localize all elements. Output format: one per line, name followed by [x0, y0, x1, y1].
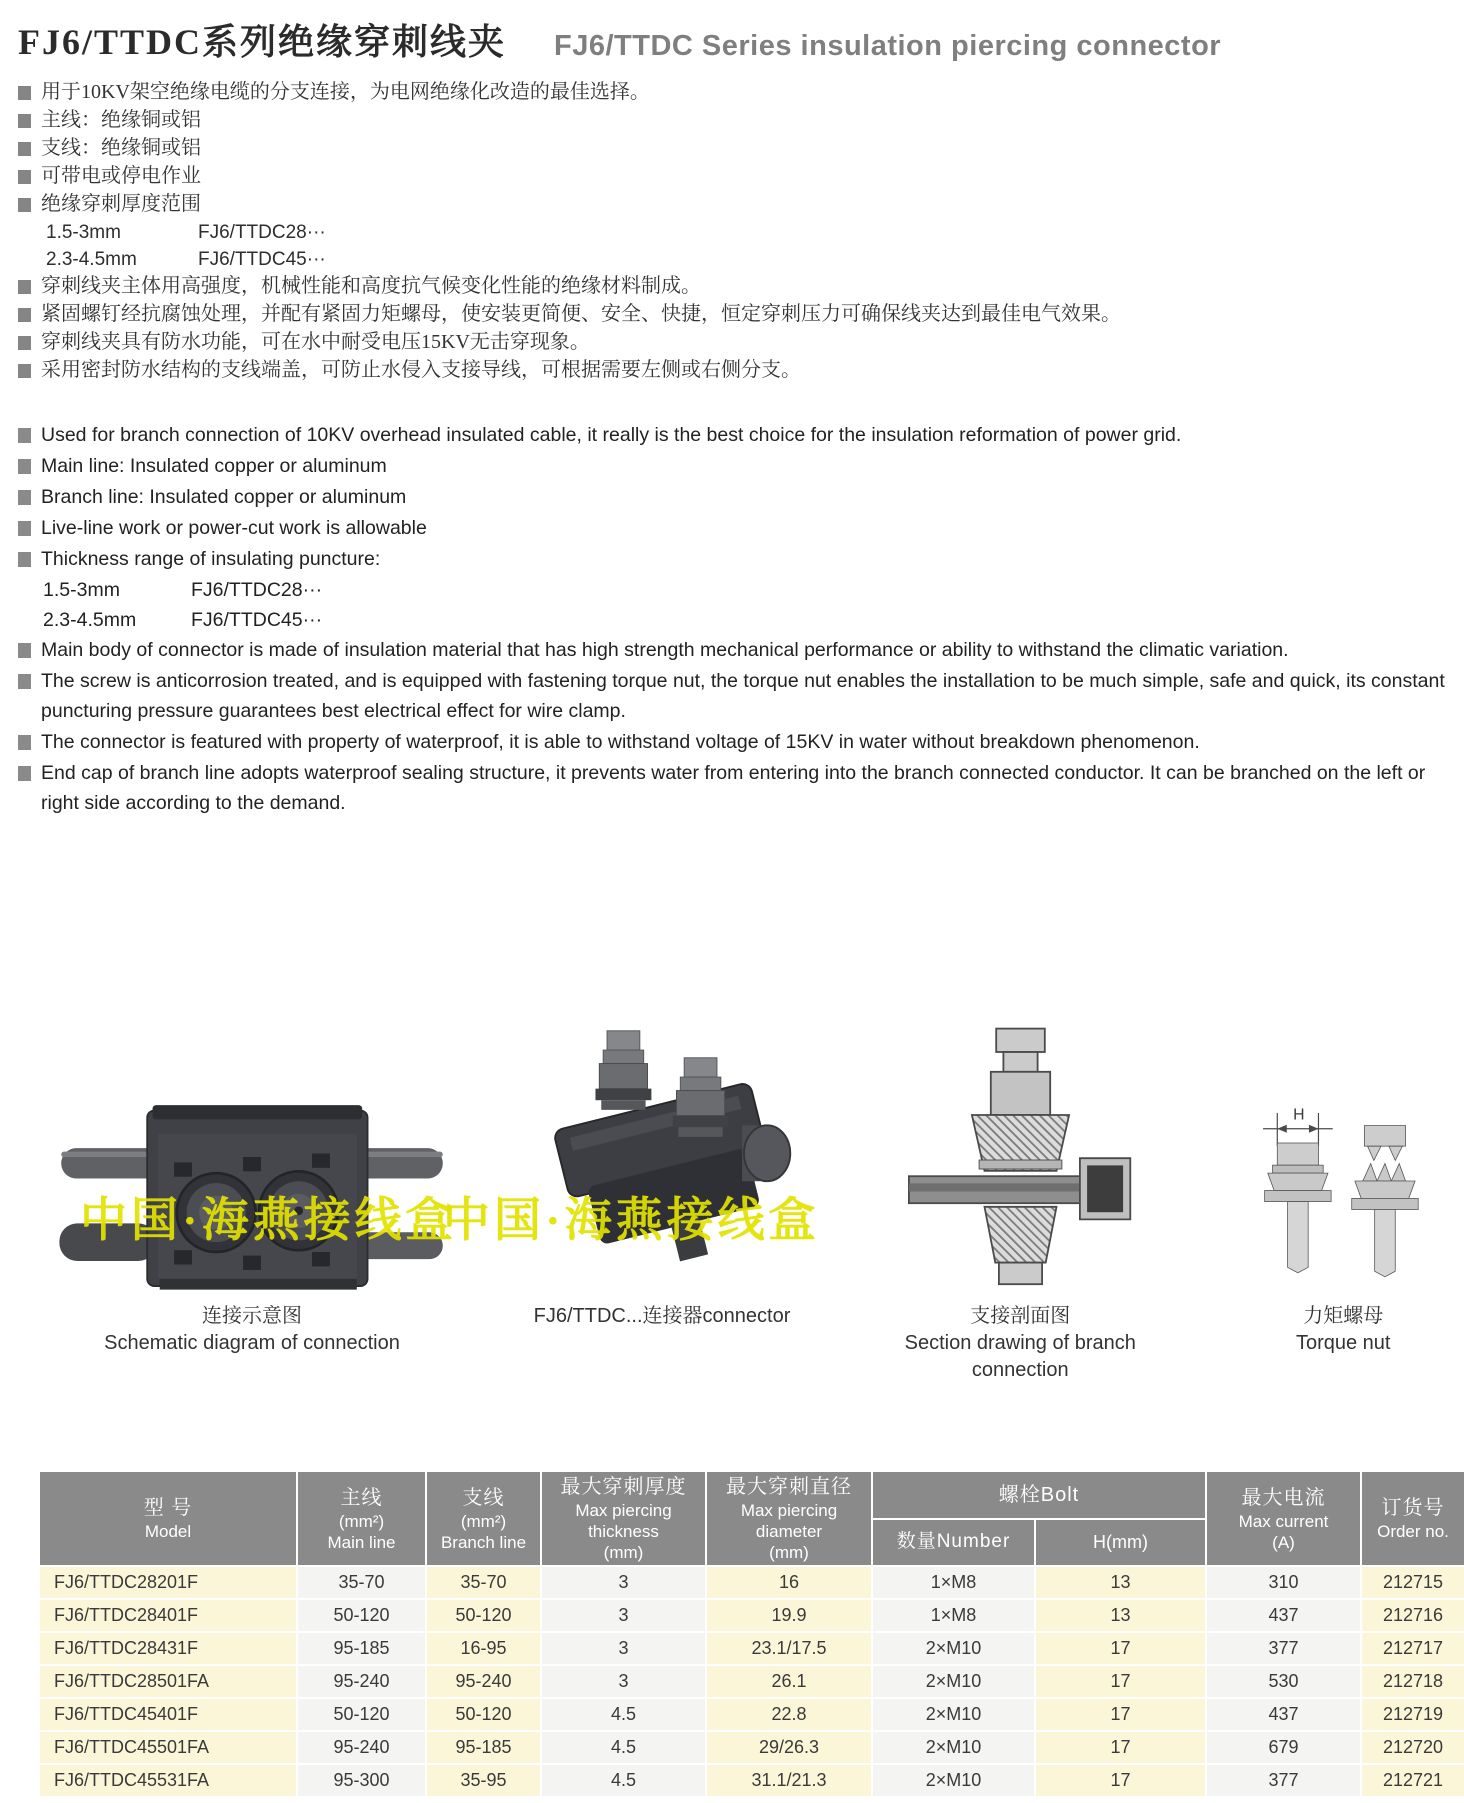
connector-product-image [506, 1025, 818, 1295]
thickness-model: FJ6/TTDC28··· [191, 579, 323, 601]
section-drawing-image [898, 1025, 1143, 1295]
model-cell: FJ6/TTDC28501FA [39, 1665, 297, 1698]
thickness-range: 1.5-3mm [46, 222, 121, 243]
feature-item-zh [18, 357, 1464, 384]
feature-text-zh: 用于10KV架空绝缘电缆的分支连接，为电网绝缘化改造的最佳选择。 [41, 81, 650, 103]
thickness-model: FJ6/TTDC28··· [198, 222, 326, 243]
table-row [39, 1566, 1464, 1599]
figure-connector [506, 1023, 818, 1330]
value-cell: 2×M10 [872, 1764, 1035, 1797]
caption-zh: 力矩螺母 [1303, 1305, 1384, 1327]
value-cell: 3 [541, 1632, 706, 1665]
figure-caption [36, 1303, 468, 1357]
col-header-bolt-h [1035, 1519, 1206, 1567]
caption-en: Section drawing of branch connection [904, 1332, 1136, 1381]
feature-item-en [18, 635, 1456, 665]
value-cell: 22.8 [706, 1698, 872, 1731]
value-cell: 1×M8 [872, 1566, 1035, 1599]
value-cell: 2×M10 [872, 1731, 1035, 1764]
header-zh: 螺栓Bolt [998, 1483, 1080, 1506]
value-cell: 1×M8 [872, 1599, 1035, 1632]
feature-text-zh: 紧固螺钉经抗腐蚀处理，并配有紧固力矩螺母，使安装更简便、安全、快捷，恒定穿刺压力可确保线夹达到最佳电气效果。 [41, 303, 1121, 325]
value-cell: 31.1/21.3 [706, 1764, 872, 1797]
feature-item-zh [18, 329, 1464, 356]
value-cell: 35-70 [426, 1566, 541, 1599]
caption-en: Schematic diagram of connection [104, 1332, 400, 1354]
value-cell: 50-120 [297, 1698, 426, 1731]
feature-item-en [18, 666, 1456, 726]
header-unit: (mm) [603, 1543, 644, 1562]
feature-item-en [18, 513, 1456, 543]
value-cell: 95-185 [426, 1731, 541, 1764]
header-en: Main line [327, 1532, 396, 1552]
value-cell: 4.5 [541, 1731, 706, 1764]
value-cell: 4.5 [541, 1764, 706, 1797]
header-en: Model [144, 1522, 192, 1541]
bullet-square-icon [18, 114, 31, 128]
thickness-option [18, 605, 1456, 635]
feature-item-en [18, 420, 1456, 450]
header-en: H(mm) [1093, 1531, 1148, 1552]
value-cell: 212716 [1361, 1599, 1464, 1632]
value-cell: 95-240 [297, 1665, 426, 1698]
feature-text-zh: 穿刺线夹具有防水功能，可在水中耐受电压15KV无击穿现象。 [41, 331, 590, 353]
bullet-square-icon [18, 428, 31, 443]
thickness-option [18, 219, 1464, 246]
header-zh: 最大电流 [1241, 1486, 1326, 1509]
spec-table [38, 1470, 1464, 1798]
col-header-max-diameter [706, 1471, 872, 1566]
header-zh: 订货号 [1381, 1497, 1445, 1519]
bullet-square-icon [18, 735, 31, 750]
header-en: diameter [755, 1522, 823, 1541]
figure-caption [506, 1303, 818, 1330]
value-cell: 212720 [1361, 1731, 1464, 1764]
value-cell: 212721 [1361, 1764, 1464, 1797]
model-cell: FJ6/TTDC28431F [39, 1632, 297, 1665]
feature-list-zh [18, 79, 1464, 384]
feature-text-en: End cap of branch line adopts waterproof sealing structure, it prevents water from entering into the branch connected conductor. It can be branched on the left or right side according to the demand. [41, 762, 1426, 814]
bullet-square-icon [18, 142, 31, 156]
bullet-square-icon [18, 308, 31, 322]
feature-item-zh [18, 107, 1464, 134]
figure-torque-nut [1222, 1023, 1464, 1357]
feature-item-zh [18, 191, 1464, 218]
header-en: thickness [588, 1522, 659, 1541]
header-en: Branch line [440, 1532, 527, 1552]
value-cell: 377 [1206, 1764, 1361, 1797]
header-unit: (A) [1272, 1532, 1295, 1552]
col-header-bolt [872, 1471, 1206, 1519]
header-zh: 数量Number [896, 1531, 1011, 1553]
value-cell: 2×M10 [872, 1665, 1035, 1698]
value-cell: 13 [1035, 1566, 1206, 1599]
feature-item-zh [18, 273, 1464, 300]
col-header-model [39, 1471, 297, 1566]
feature-text-zh: 支线：绝缘铜或铝 [41, 137, 201, 159]
watermark-text: 中国·海燕接线盒 [80, 1195, 457, 1247]
caption-zh: FJ6/TTDC...连接器connector [533, 1305, 791, 1327]
model-cell: FJ6/TTDC28401F [39, 1599, 297, 1632]
value-cell: 212715 [1361, 1566, 1464, 1599]
value-cell: 212717 [1361, 1632, 1464, 1665]
value-cell: 212718 [1361, 1665, 1464, 1698]
bullet-square-icon [18, 643, 31, 658]
header-unit: (mm²) [460, 1511, 507, 1531]
value-cell: 437 [1206, 1599, 1361, 1632]
h-dimension-label: H [1293, 1106, 1305, 1124]
connector-photo [506, 1023, 818, 1295]
header-zh: 最大穿刺直径 [726, 1476, 852, 1498]
feature-item-zh [18, 163, 1464, 190]
connector-schematic-image [36, 1080, 468, 1295]
table-row [39, 1698, 1464, 1731]
header-zh: 支线 [462, 1486, 505, 1509]
bullet-square-icon [18, 170, 31, 184]
value-cell: 679 [1206, 1731, 1361, 1764]
feature-text-en: Used for branch connection of 10KV overhead insulated cable, it really is the best choice for the insulation reformation of power grid. [41, 424, 1182, 446]
watermark-text: 中国·海燕接线盒 [443, 1195, 820, 1247]
schematic-photo [36, 1023, 468, 1295]
bullet-square-icon [18, 552, 31, 567]
value-cell: 23.1/17.5 [706, 1632, 872, 1665]
value-cell: 26.1 [706, 1665, 872, 1698]
header-unit: (mm) [769, 1543, 809, 1562]
feature-text-en: Thickness range of insulating puncture: [41, 548, 381, 570]
bullet-square-icon [18, 198, 31, 212]
col-header-max-current [1206, 1471, 1361, 1566]
caption-zh: 支接剖面图 [970, 1305, 1071, 1327]
page-title-zh: FJ6/TTDC系列绝缘穿刺线夹 [18, 22, 507, 62]
value-cell: 377 [1206, 1632, 1361, 1665]
table-row [39, 1731, 1464, 1764]
col-header-bolt-number [872, 1519, 1035, 1567]
bullet-square-icon [18, 521, 31, 536]
figure-caption [856, 1303, 1184, 1384]
feature-text-zh: 可带电或停电作业 [41, 165, 201, 187]
value-cell: 13 [1035, 1599, 1206, 1632]
value-cell: 4.5 [541, 1698, 706, 1731]
value-cell: 19.9 [706, 1599, 872, 1632]
figure-caption [1222, 1303, 1464, 1357]
value-cell: 17 [1035, 1731, 1206, 1764]
bullet-square-icon [18, 280, 31, 294]
value-cell: 17 [1035, 1698, 1206, 1731]
thickness-range: 2.3-4.5mm [43, 609, 137, 631]
col-header-main-line [297, 1471, 426, 1566]
feature-item-zh [18, 301, 1464, 328]
section-drawing [856, 1023, 1184, 1295]
header-en: Max piercing [575, 1501, 672, 1520]
feature-text-en: Branch line: Insulated copper or aluminum [41, 486, 407, 508]
bullet-square-icon [18, 364, 31, 378]
model-cell: FJ6/TTDC45531FA [39, 1764, 297, 1797]
col-header-max-thickness [541, 1471, 706, 1566]
feature-text-en: Live-line work or power-cut work is allowable [41, 517, 427, 539]
value-cell: 2×M10 [872, 1632, 1035, 1665]
header-unit: (mm²) [338, 1511, 385, 1531]
figure-strip [18, 1023, 1464, 1384]
value-cell: 17 [1035, 1764, 1206, 1797]
feature-text-zh: 穿刺线夹主体用高强度，机械性能和高度抗气候变化性能的绝缘材料制成。 [41, 275, 701, 297]
value-cell: 95-300 [297, 1764, 426, 1797]
bullet-square-icon [18, 766, 31, 781]
col-header-order-no [1361, 1471, 1464, 1566]
thickness-range: 1.5-3mm [43, 579, 120, 601]
page-title-en: FJ6/TTDC Series insulation piercing connector [554, 30, 1222, 62]
value-cell: 17 [1035, 1632, 1206, 1665]
model-cell: FJ6/TTDC45401F [39, 1698, 297, 1731]
value-cell: 3 [541, 1566, 706, 1599]
bullet-square-icon [18, 336, 31, 350]
figure-schematic [36, 1023, 468, 1357]
feature-item-zh [18, 135, 1464, 162]
feature-item-en [18, 451, 1456, 481]
feature-text-en: Main line: Insulated copper or aluminum [41, 455, 387, 477]
model-cell: FJ6/TTDC45501FA [39, 1731, 297, 1764]
value-cell: 50-120 [297, 1599, 426, 1632]
feature-item-en [18, 758, 1456, 818]
value-cell: 437 [1206, 1698, 1361, 1731]
value-cell: 16 [706, 1566, 872, 1599]
thickness-option [18, 246, 1464, 273]
value-cell: 2×M10 [872, 1698, 1035, 1731]
header-en: Max current [1238, 1511, 1329, 1531]
value-cell: 35-95 [426, 1764, 541, 1797]
header-zh: 最大穿刺厚度 [560, 1476, 687, 1498]
caption-en: Torque nut [1295, 1332, 1391, 1354]
feature-text-zh: 主线：绝缘铜或铝 [41, 109, 201, 131]
value-cell: 95-185 [297, 1632, 426, 1665]
feature-text-en: Main body of connector is made of insulation material that has high strength mechanical performance or ability to withstand the climatic variation. [41, 639, 1289, 661]
table-row [39, 1599, 1464, 1632]
value-cell: 50-120 [426, 1698, 541, 1731]
table-row [39, 1632, 1464, 1665]
bullet-square-icon [18, 86, 31, 100]
feature-text-zh: 绝缘穿刺厚度范围 [41, 193, 201, 215]
bullet-square-icon [18, 459, 31, 474]
value-cell: 95-240 [426, 1665, 541, 1698]
feature-item-zh [18, 79, 1464, 106]
torque-nut-image [1233, 1105, 1453, 1295]
value-cell: 212719 [1361, 1698, 1464, 1731]
value-cell: 310 [1206, 1566, 1361, 1599]
header-zh: 型 号 [143, 1497, 193, 1519]
spec-table-section [38, 1470, 1464, 1798]
figure-section-drawing [856, 1023, 1184, 1384]
bullet-square-icon [18, 674, 31, 689]
thickness-range: 2.3-4.5mm [46, 249, 137, 270]
feature-text-zh: 采用密封防水结构的支线端盖，可防止水侵入支接导线，可根据需要左侧或右侧分支。 [41, 359, 801, 381]
caption-zh: 连接示意图 [202, 1305, 302, 1327]
value-cell: 16-95 [426, 1632, 541, 1665]
page-header [18, 14, 1464, 65]
model-cell: FJ6/TTDC28201F [39, 1566, 297, 1599]
col-header-branch-line [426, 1471, 541, 1566]
header-en: Max piercing [740, 1501, 838, 1520]
value-cell: 50-120 [426, 1599, 541, 1632]
value-cell: 17 [1035, 1665, 1206, 1698]
feature-item-en [18, 544, 1456, 574]
table-row [39, 1665, 1464, 1698]
header-en: Order no. [1377, 1522, 1449, 1541]
value-cell: 29/26.3 [706, 1731, 872, 1764]
feature-item-en [18, 482, 1456, 512]
table-row [39, 1764, 1464, 1797]
spec-table-body [39, 1566, 1464, 1797]
header-zh: 主线 [340, 1486, 383, 1509]
value-cell: 530 [1206, 1665, 1361, 1698]
torque-nut-drawing [1222, 1023, 1464, 1295]
feature-text-en: The connector is featured with property of waterproof, it is able to withstand voltage of 15KV in water without breakdown phenomenon. [41, 731, 1200, 753]
value-cell: 3 [541, 1665, 706, 1698]
thickness-option [18, 575, 1456, 605]
feature-item-en [18, 727, 1456, 757]
feature-text-en: The screw is anticorrosion treated, and is equipped with fastening torque nut, the torque nut enables the installation to be much simple, safe and quick, its constant puncturing pressure guarantees best electrical effect for wire clamp. [41, 670, 1445, 722]
bullet-square-icon [18, 490, 31, 505]
value-cell: 35-70 [297, 1566, 426, 1599]
feature-list-en [18, 420, 1456, 818]
value-cell: 95-240 [297, 1731, 426, 1764]
value-cell: 3 [541, 1599, 706, 1632]
thickness-model: FJ6/TTDC45··· [191, 609, 323, 631]
thickness-model: FJ6/TTDC45··· [198, 249, 326, 270]
